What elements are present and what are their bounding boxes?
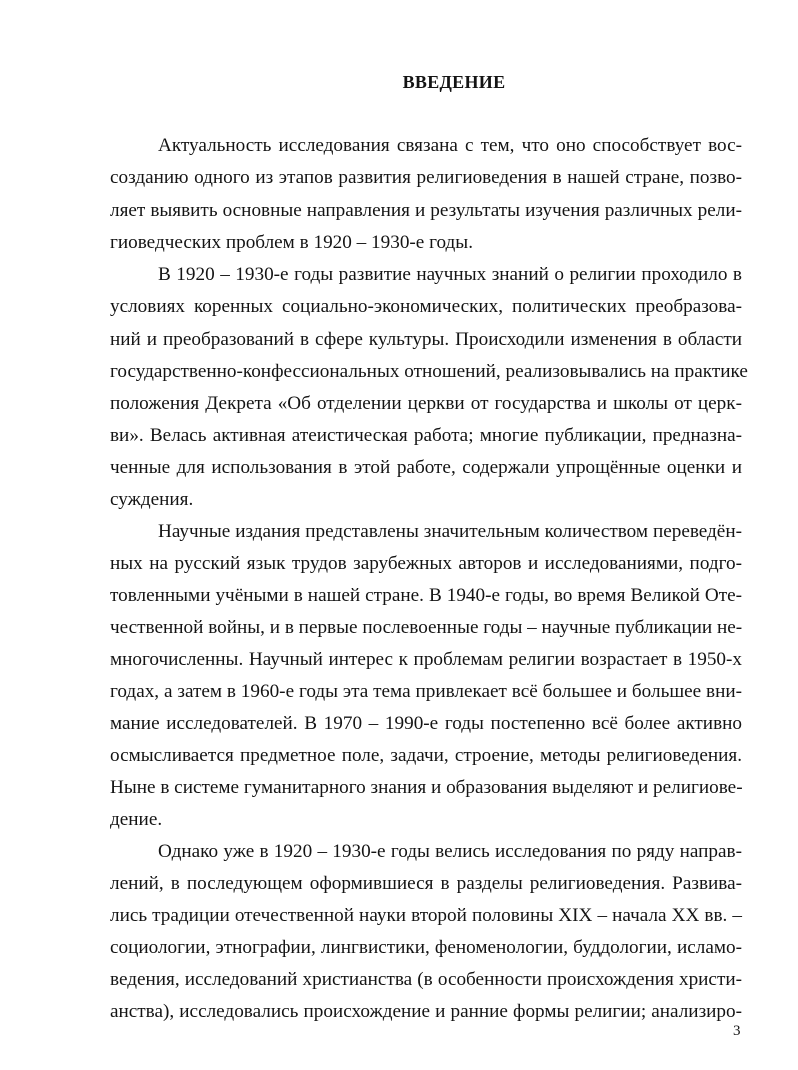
text-line: многочисленны. Научный интерес к проблемам религии возрастает в 1950-х	[110, 649, 742, 670]
text-line: ви». Велась активная атеистическая работа; многие публикации, предназна-	[110, 425, 742, 446]
text-line: гиоведческих проблем в 1920 – 1930-е годы.	[110, 232, 473, 253]
text-line: созданию одного из этапов развития религиоведения в нашей стране, позво-	[110, 167, 742, 188]
text-line: лений, в последующем оформившиеся в разделы религиоведения. Развива-	[110, 873, 742, 894]
page-number: 3	[733, 1023, 741, 1039]
text-line: государственно-конфессиональных отношений, реализовывались на практике	[110, 361, 748, 382]
text-line: осмысливается предметное поле, задачи, строение, методы религиоведения.	[110, 745, 742, 766]
text-line: чественной войны, и в первые послевоенные годы – научные публикации не-	[110, 617, 743, 638]
text-line: условиях коренных социально-экономических, политических преобразова-	[110, 296, 742, 317]
text-line: ведения, исследований христианства (в особенности происхождения христи-	[110, 969, 742, 990]
text-line: Однако уже в 1920 – 1930-е годы велись исследования по ряду направ-	[158, 841, 742, 862]
text-line: Научные издания представлены значительным количеством переведён-	[158, 521, 742, 542]
page-title: ВВЕДЕНИЕ	[402, 72, 506, 92]
text-line: В 1920 – 1930-е годы развитие научных знаний о религии проходило в	[158, 264, 742, 285]
text-line: Актуальность исследования связана с тем, что оно способствует вос-	[158, 135, 742, 156]
text-line: мание исследователей. В 1970 – 1990-е годы постепенно всё более активно	[110, 713, 742, 734]
text-line: лись традиции отечественной науки второй половины XIX – начала XX вв. –	[110, 905, 742, 926]
text-line: суждения.	[110, 489, 194, 510]
text-line: положения Декрета «Об отделении церкви от государства и школы от церк-	[110, 393, 742, 414]
text-line: Ныне в системе гуманитарного знания и образования выделяют и религиове-	[110, 777, 743, 798]
text-line: ний и преобразований в сфере культуры. Происходили изменения в области	[110, 329, 742, 350]
text-line: ченные для использования в этой работе, содержали упрощённые оценки и	[110, 457, 742, 478]
text-line: ляет выявить основные направления и результаты изучения различных рели-	[110, 200, 742, 221]
text-line: ных на русский язык трудов зарубежных авторов и исследованиями, подго-	[110, 553, 742, 574]
text-line: годах, а затем в 1960-е годы эта тема привлекает всё большее и большее вни-	[110, 681, 742, 702]
text-line: анства), исследовались происхождение и ранние формы религии; анализиро-	[110, 1001, 742, 1022]
text-line: товленными учёными в нашей стране. В 1940-е годы, во время Великой Оте-	[110, 585, 742, 606]
text-line: социологии, этнографии, лингвистики, феноменологии, буддологии, исламо-	[110, 937, 742, 958]
text-line: дение.	[110, 809, 163, 830]
